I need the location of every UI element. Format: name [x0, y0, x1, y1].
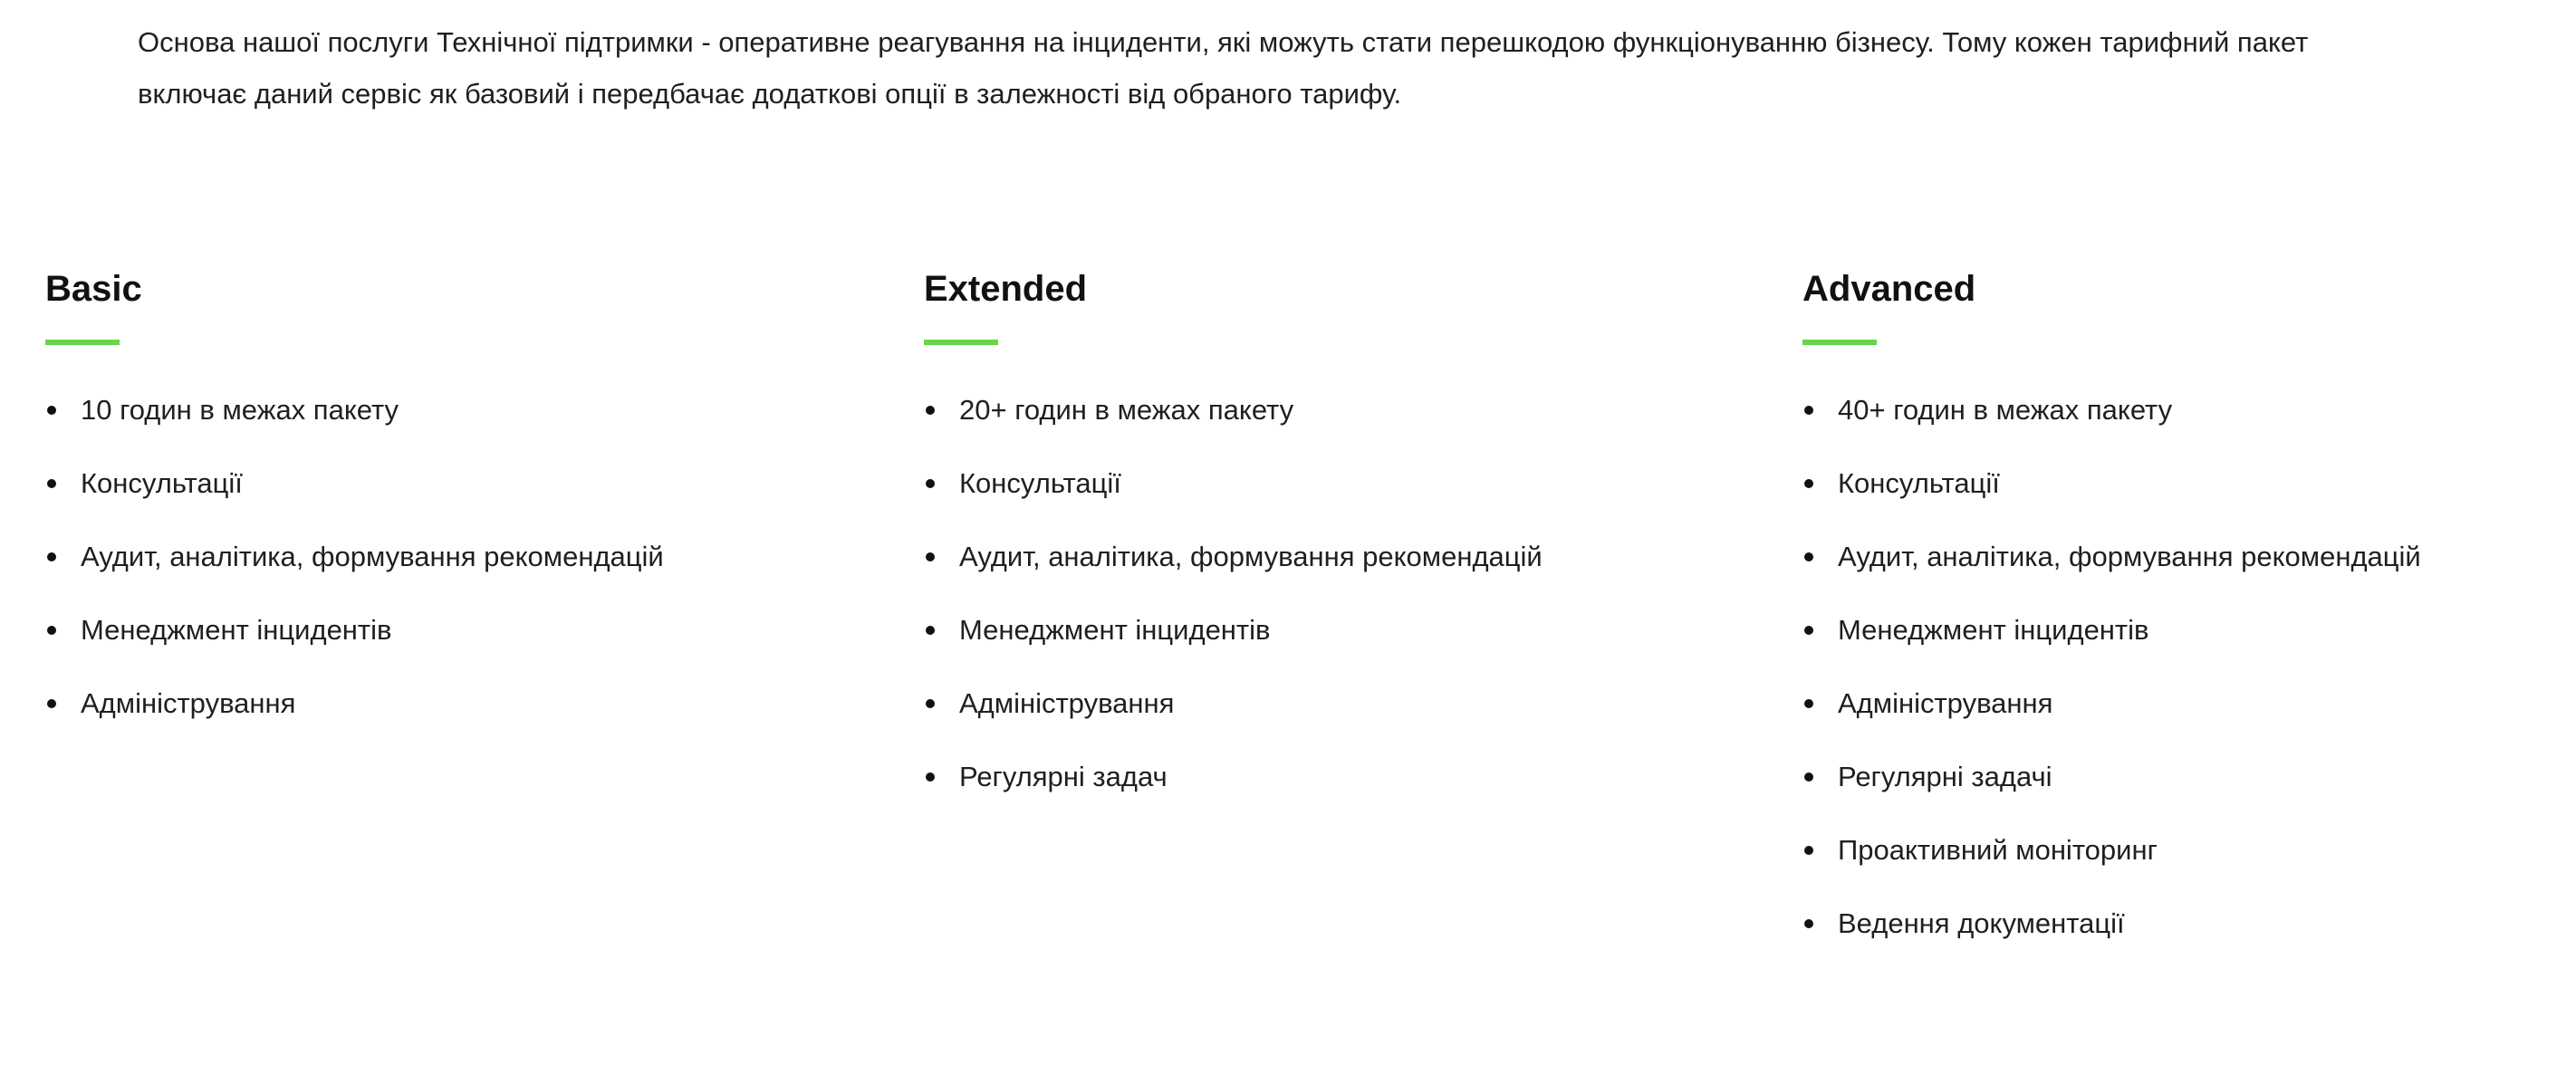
- feature-item: [924, 593, 1739, 667]
- feature-item: [45, 593, 860, 667]
- plan-title: Basic: [45, 269, 142, 309]
- feature-label: Консультації: [81, 466, 243, 499]
- feature-label: Аудит, аналітика, формування рекомендацій: [81, 540, 664, 572]
- feature-list: [1802, 373, 2576, 960]
- plan-title: Advanced: [1802, 269, 1976, 309]
- feature-label: 40+ годин в межах пакету: [1838, 393, 2173, 426]
- feature-item: [924, 373, 1739, 446]
- bullet-icon: [926, 552, 935, 561]
- bullet-icon: [1804, 919, 1813, 928]
- feature-label: Регулярні задачі: [1838, 760, 2052, 792]
- feature-label: Адміністрування: [81, 686, 296, 719]
- feature-label: 20+ годин в межах пакету: [959, 393, 1294, 426]
- feature-item: [45, 667, 860, 740]
- feature-label: Ведення документації: [1838, 907, 2125, 939]
- bullet-icon: [926, 626, 935, 635]
- bullet-icon: [47, 479, 56, 488]
- feature-label: Проактивний моніторинг: [1838, 833, 2158, 866]
- feature-label: Менеджмент інцидентів: [959, 613, 1271, 646]
- feature-item: [45, 373, 860, 446]
- bullet-icon: [1804, 772, 1813, 782]
- title-underline: [45, 340, 120, 345]
- bullet-icon: [1804, 479, 1813, 488]
- title-underline: [1802, 340, 1877, 345]
- feature-item: [1802, 593, 2576, 667]
- bullet-icon: [1804, 552, 1813, 561]
- plans-section: [45, 259, 2545, 983]
- plan-title: Extended: [924, 269, 1088, 309]
- plan-basic: [45, 259, 860, 740]
- feature-item: [1802, 373, 2576, 446]
- bullet-icon: [1804, 846, 1813, 855]
- feature-list: [45, 373, 860, 740]
- feature-item: [45, 446, 860, 520]
- feature-item: [1802, 667, 2576, 740]
- feature-item: [924, 446, 1739, 520]
- feature-item: [45, 520, 860, 593]
- feature-label: Регулярні задач: [959, 760, 1168, 792]
- bullet-icon: [1804, 406, 1813, 415]
- feature-label: Аудит, аналітика, формування рекомендацій: [959, 540, 1543, 572]
- feature-item: [924, 520, 1739, 593]
- feature-item: [924, 667, 1739, 740]
- feature-item: [1802, 446, 2576, 520]
- bullet-icon: [926, 479, 935, 488]
- feature-label: 10 годин в межах пакету: [81, 393, 399, 426]
- bullet-icon: [926, 406, 935, 415]
- feature-item: [1802, 740, 2576, 813]
- bullet-icon: [926, 772, 935, 782]
- intro-paragraph: [138, 16, 2493, 120]
- bullet-icon: [47, 552, 56, 561]
- feature-item: [1802, 520, 2576, 593]
- feature-label: Аудит, аналітика, формування рекомендацій: [1838, 540, 2421, 572]
- intro-line-1: Основа нашої послуги Технічної підтримки - оперативне реагування на інциденти, які можуть стати перешкодою функціонуванню бізнесу. Тому кожен тарифний пакет: [138, 26, 2309, 58]
- feature-item: [924, 740, 1739, 813]
- bullet-icon: [47, 406, 56, 415]
- plan-extended: [924, 259, 1739, 813]
- feature-list: [924, 373, 1739, 813]
- bullet-icon: [1804, 626, 1813, 635]
- intro-line-2: включає даний сервіс як базовий і передбачає додаткові опції в залежності від обраного тарифу.: [138, 78, 1402, 110]
- bullet-icon: [47, 626, 56, 635]
- feature-item: [1802, 887, 2576, 960]
- feature-label: Менеджмент інцидентів: [81, 613, 392, 646]
- feature-label: Консультації: [1838, 466, 2000, 499]
- feature-label: Менеджмент інцидентів: [1838, 613, 2149, 646]
- bullet-icon: [1804, 699, 1813, 708]
- feature-label: Адміністрування: [1838, 686, 2053, 719]
- feature-item: [1802, 813, 2576, 887]
- bullet-icon: [47, 699, 56, 708]
- feature-label: Консультації: [959, 466, 1121, 499]
- bullet-icon: [926, 699, 935, 708]
- plan-advanced: [1802, 259, 2576, 960]
- title-underline: [924, 340, 998, 345]
- feature-label: Адміністрування: [959, 686, 1175, 719]
